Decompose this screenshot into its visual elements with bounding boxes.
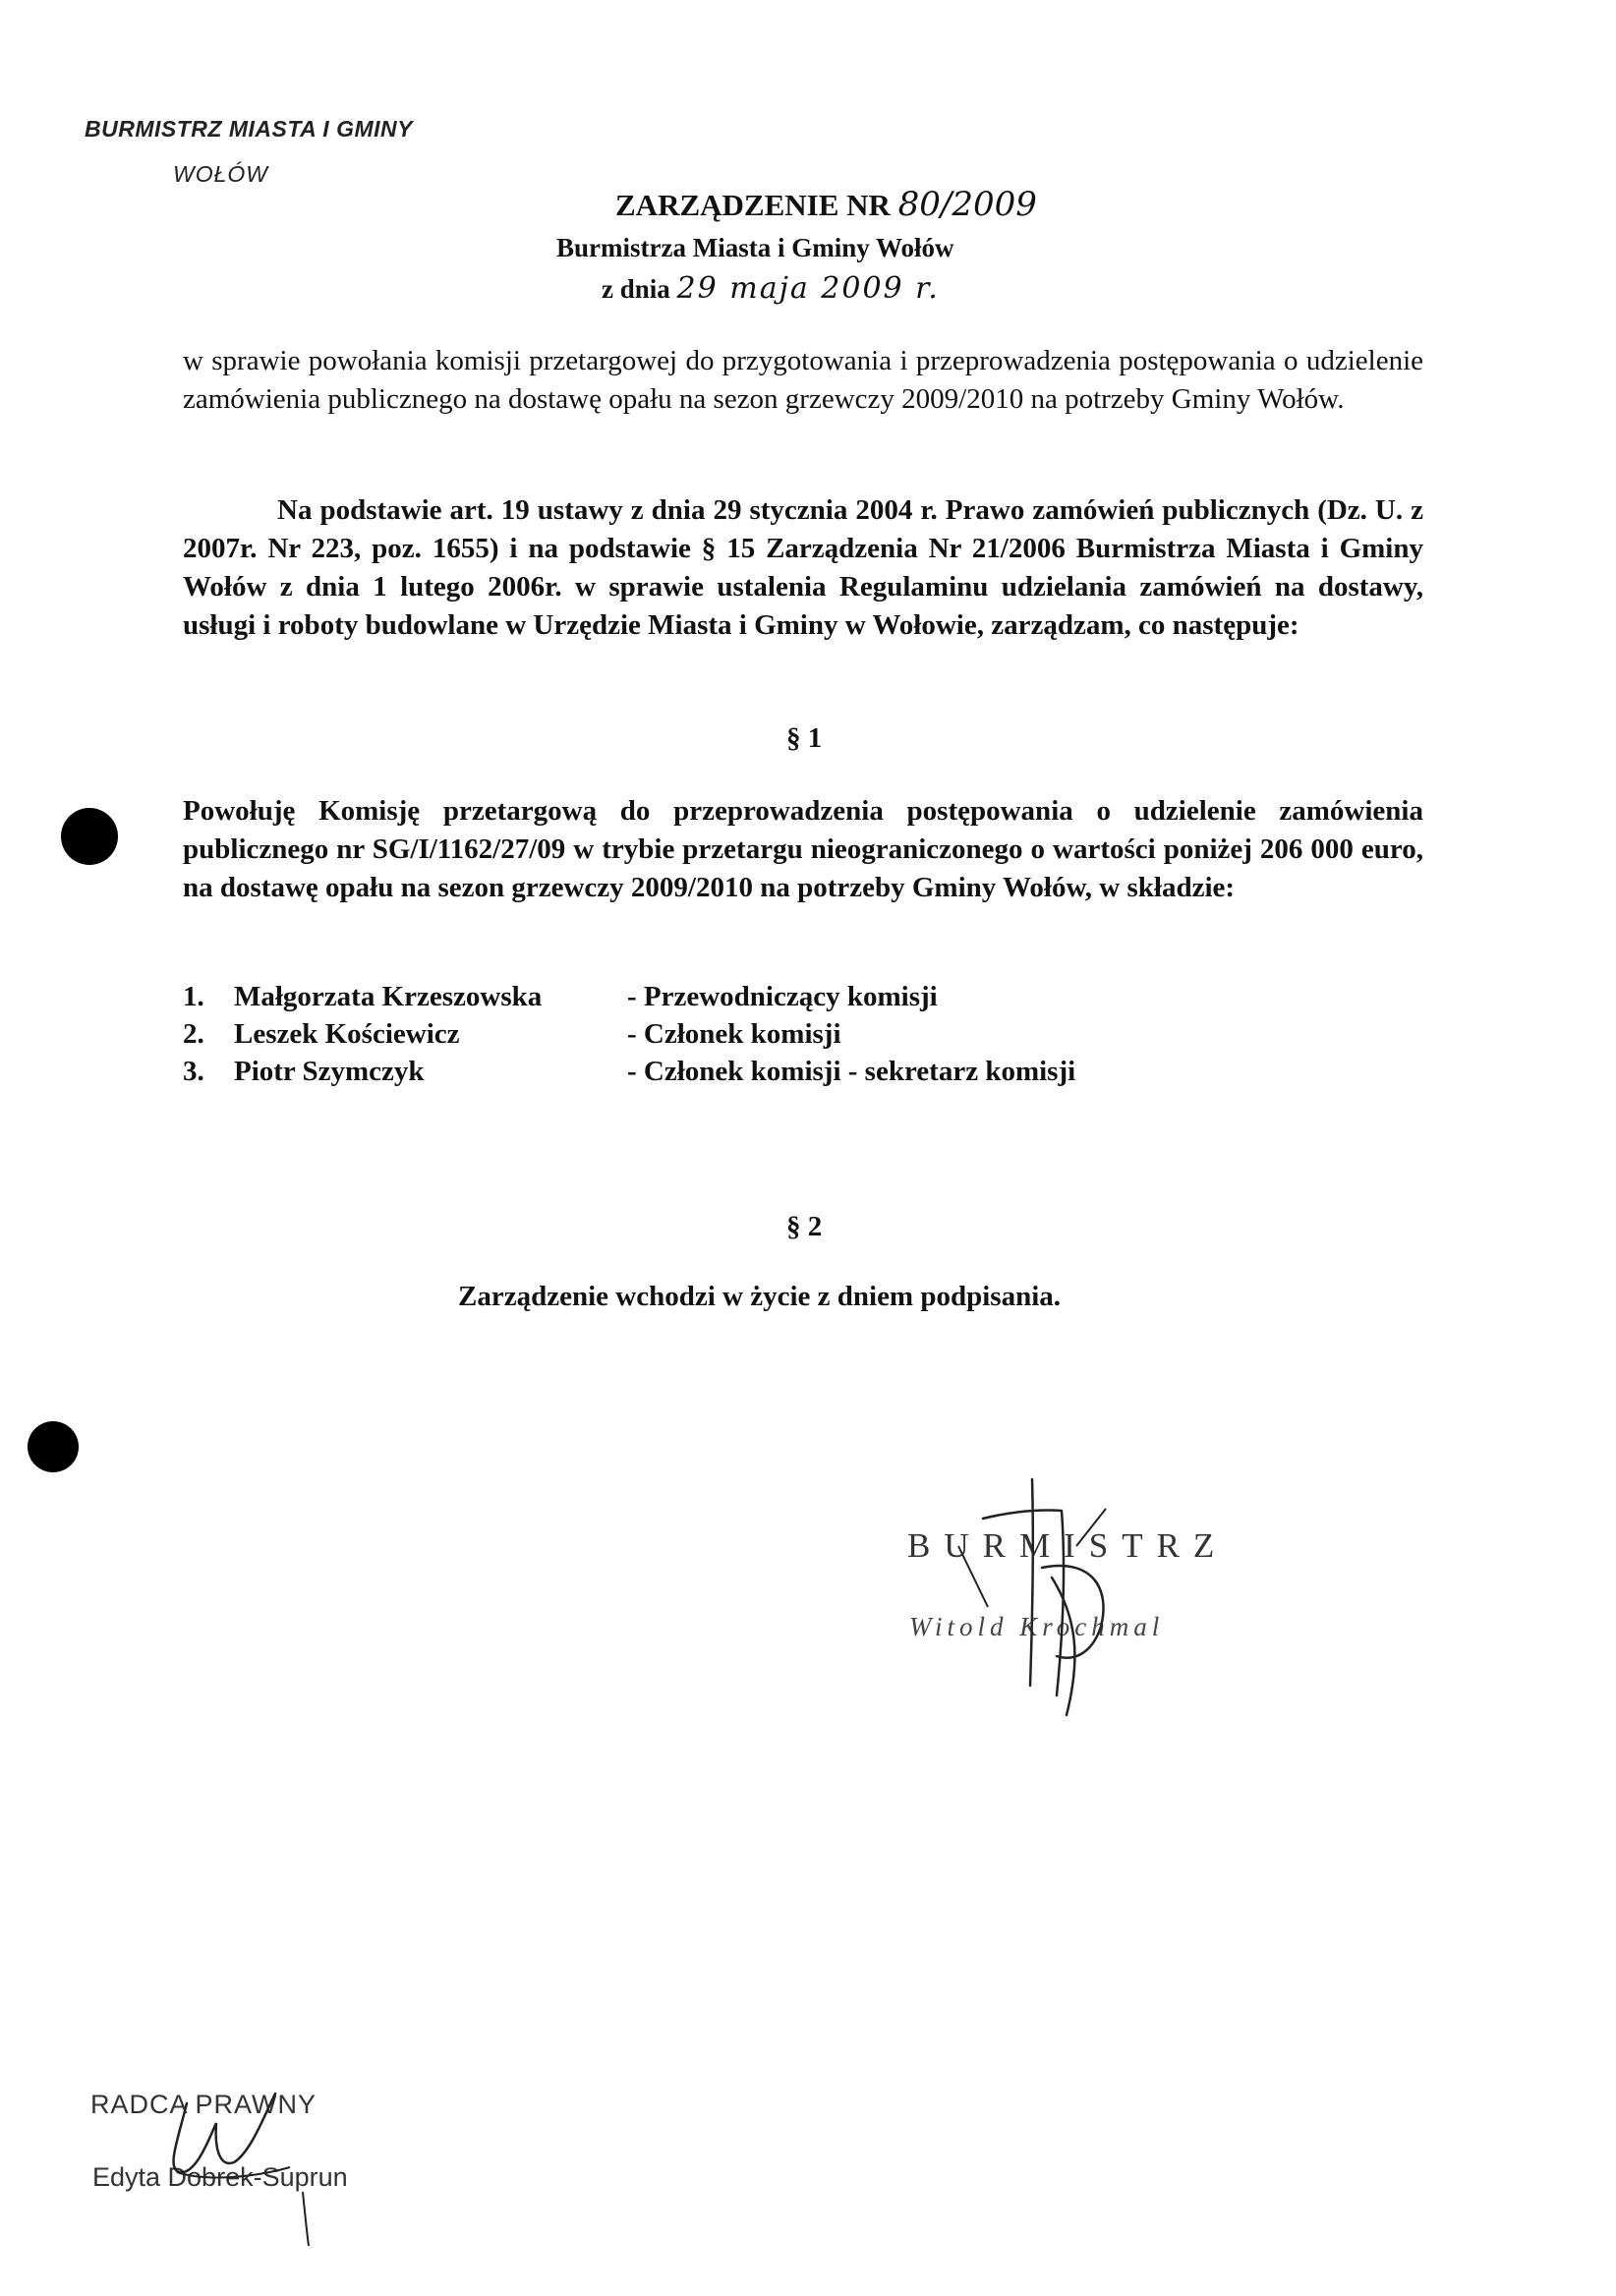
legal-stamp-title: RADCA PRAWNY	[90, 2090, 317, 2119]
list-item	[183, 1018, 1075, 1056]
member-name: Leszek Kościewicz	[234, 1018, 460, 1050]
subject-paragraph: w sprawie powołania komisji przetargowej do przygotowania i przeprowadzenia postępowania o udzielenie zamówienia publicznego na dostawę opału na sezon grzewczy 2009/2010 na potrzeby Gminy Wołów.	[183, 345, 1423, 415]
handwritten-signature-icon	[865, 1460, 1199, 1754]
member-name: Małgorzata Krzeszowska	[234, 981, 543, 1012]
section-1-text: Powołuję Komisję przetargową do przeprowadzenia postępowania o udzielenie zamówienia publicznego nr SG/I/1162/27/09 w trybie przetargu nieograniczonego o wartości poniżej 206 000 euro, na dostawę opału na sezon grzewczy 2009/2010 na potrzeby Gminy Wołów, w składzie:	[183, 795, 1423, 903]
list-item	[183, 1056, 1075, 1093]
member-name: Piotr Szymczyk	[234, 1056, 425, 1087]
title-number-handwritten: 80/2009	[897, 185, 1037, 224]
section-1-heading: § 1	[786, 722, 823, 754]
legal-stamp-name: Edyta Dobrek-Suprun	[92, 2162, 348, 2192]
document-title	[615, 185, 1037, 224]
date-prefix: z dnia	[602, 274, 670, 304]
section-2-text: Zarządzenie wchodzi w życie z dniem podpisania.	[458, 1281, 1062, 1312]
signature-stamp-name: Witold Krochmal	[909, 1612, 1165, 1641]
member-number: 1.	[183, 981, 204, 1012]
section-2-heading: § 2	[786, 1211, 823, 1242]
title-label: ZARZĄDZENIE NR	[615, 188, 891, 222]
date-handwritten: 29 maja 2009 r.	[676, 271, 940, 306]
punch-hole-mark	[28, 1421, 79, 1472]
member-role: - Członek komisji	[627, 1018, 841, 1050]
member-number: 2.	[183, 1018, 204, 1050]
committee-members-list	[183, 981, 1075, 1093]
authority-stamp-line1: BURMISTRZ MIASTA I GMINY	[85, 116, 413, 142]
document-date	[602, 271, 940, 306]
legal-signature-icon	[118, 2074, 334, 2251]
authority-stamp-line2: WOŁÓW	[173, 161, 268, 187]
legal-basis-paragraph: Na podstawie art. 19 ustawy z dnia 29 stycznia 2004 r. Prawo zamówień publicznych (Dz. U. z 2007r. Nr 223, poz. 1655) i na podstawie § 15 Zarządzenia Nr 21/2006 Burmistrza Miasta i Gminy Wołów z dnia 1 lutego 2006r. w sprawie ustalenia Regulaminu udzielania zamówień na dostawy, usługi i roboty budowlane w Urzędzie Miasta i Gminy w Wołowie, zarządzam, co następuje:	[183, 494, 1423, 641]
member-role: - Członek komisji - sekretarz komisji	[627, 1056, 1076, 1087]
member-number: 3.	[183, 1056, 204, 1087]
punch-hole-mark	[61, 808, 118, 865]
document-issuer: Burmistrza Miasta i Gminy Wołów	[556, 233, 954, 262]
member-role: - Przewodniczący komisji	[627, 981, 938, 1012]
signature-stamp-title: BURMISTRZ	[907, 1526, 1229, 1565]
list-item	[183, 981, 1075, 1018]
